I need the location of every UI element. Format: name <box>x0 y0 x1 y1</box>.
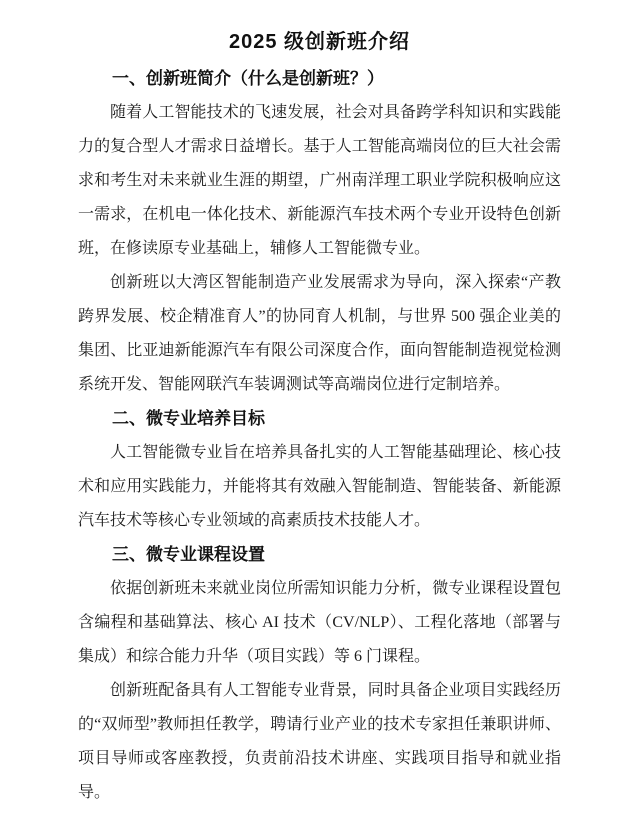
paragraph: 创新班以大湾区智能制造产业发展需求为导向，深入探索“产教跨界发展、校企精准育人”的协同育人机制，与世界 500 强企业美的集团、比亚迪新能源汽车有限公司深度合作，面向智能制造视觉检测系统开发、智能网联汽车装调测试等高端岗位进行定制培养。 <box>78 274 561 393</box>
section-heading-innovation-class-intro: 一、创新班简介（什么是创新班？） <box>112 69 384 88</box>
section-heading-micro-major-goals: 二、微专业培养目标 <box>112 409 265 428</box>
page-title: 2025 级创新班介绍 <box>228 31 411 53</box>
paragraph: 创新班配备具有人工智能专业背景，同时具备企业项目实践经历的“双师型”教师担任教学，聘请行业产业的技术专家担任兼职讲师、项目导师或客座教授，负责前沿技术讲座、实践项目指导和就业指导。 <box>78 682 561 801</box>
paragraph: 依据创新班未来就业岗位所需知识能力分析，微专业课程设置包含编程和基础算法、核心 AI 技术（CV/NLP）、工程化落地（部署与集成）和综合能力升华（项目实践）等 6 门课程。 <box>78 580 561 665</box>
paragraph: 人工智能微专业旨在培养具备扎实的人工智能基础理论、核心技术和应用实践能力，并能将其有效融入智能制造、智能装备、新能源汽车技术等核心专业领域的高素质技术技能人才。 <box>78 444 561 529</box>
section-heading-micro-major-courses: 三、微专业课程设置 <box>112 545 265 564</box>
paragraph: 随着人工智能技术的飞速发展，社会对具备跨学科知识和实践能力的复合型人才需求日益增长。基于人工智能高端岗位的巨大社会需求和考生对未来就业生涯的期望，广州南洋理工职业学院积极响应这一需求，在机电一体化技术、新能源汽车技术两个专业开设特色创新班，在修读原专业基础上，辅修人工智能微专业。 <box>78 104 561 257</box>
